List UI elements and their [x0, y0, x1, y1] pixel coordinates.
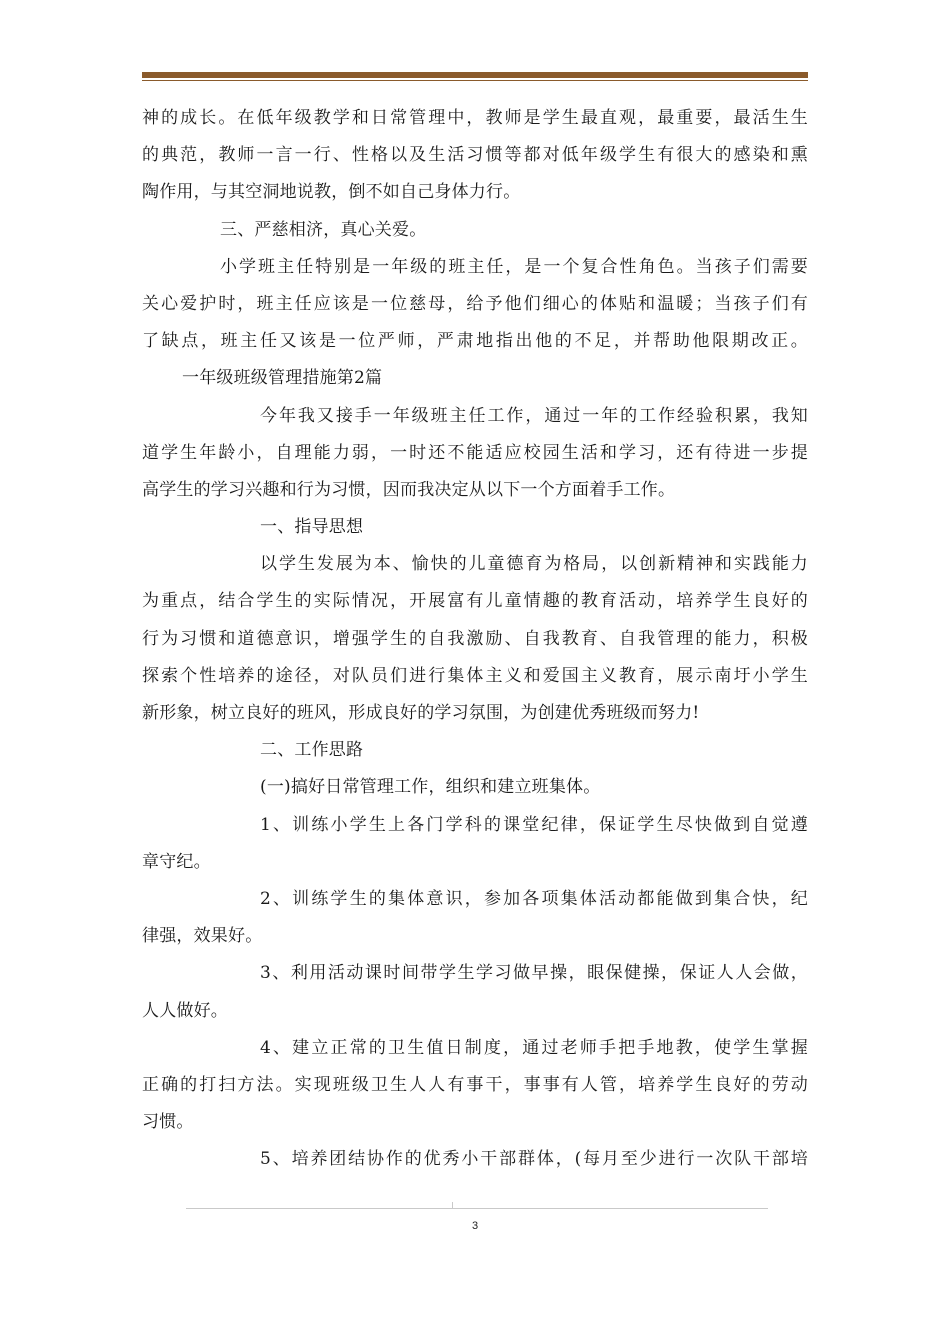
text-line: 小学班主任特别是一年级的班主任，是一个复合性角色。当孩子们需要 [220, 256, 808, 277]
text-line: 1、训练小学生上各门学科的课堂纪律，保证学生尽快做到自觉遵 [260, 814, 808, 835]
text-line: 神的成长。在低年级教学和日常管理中，教师是学生最直观，最重要，最活生生 [142, 108, 808, 128]
text-line: 关心爱护时，班主任应该是一位慈母，给予他们细心的体贴和温暖；当孩子们有 [142, 293, 808, 314]
text-line: 道学生年龄小，自理能力弱，一时还不能适应校园生活和学习，还有待进一步提 [142, 442, 808, 463]
text-line: 正确的打扫方法。实现班级卫生人人有事干，事事有人管，培养学生良好的劳动 [142, 1074, 808, 1095]
text-line: 律强，效果好。 [142, 926, 263, 947]
text-line: 5、培养团结协作的优秀小干部群体，(每月至少进行一次队干部培 [260, 1149, 808, 1170]
text-line: 了缺点，班主任又该是一位严师，严肃地指出他的不足，并帮助他限期改正。 [142, 331, 808, 352]
text-line: 为重点，结合学生的实际情况，开展富有儿童情趣的教育活动，培养学生良好的 [142, 591, 808, 612]
text-line: 章守纪。 [142, 851, 211, 872]
text-line: 人人做好。 [142, 1000, 228, 1021]
text-line: 高学生的学习兴趣和行为习惯，因而我决定从以下一个方面着手工作。 [142, 479, 676, 500]
document-body [142, 100, 808, 1178]
text-line: 2、训练学生的集体意识，参加各项集体活动都能做到集合快，纪 [260, 888, 808, 909]
text-line: 三、严慈相济，真心关爱。 [220, 219, 427, 240]
text-line: 3、利用活动课时间带学生学习做早操，眼保健操，保证人人会做， [260, 963, 808, 984]
text-line: 习惯。 [142, 1112, 194, 1133]
text-line: 4、建立正常的卫生值日制度，通过老师手把手地教，使学生掌握 [260, 1037, 808, 1058]
header-rule-thick [142, 72, 808, 78]
text-line: 行为习惯和道德意识，增强学生的自我激励、自我教育、自我管理的能力，积极 [142, 628, 808, 649]
footer-rule-tick [452, 1202, 453, 1209]
header-rule-thin [142, 80, 808, 81]
text-line: 二、工作思路 [260, 740, 364, 761]
page-number: 3 [471, 1220, 479, 1232]
text-line: 一、指导思想 [260, 517, 364, 538]
text-line: 的典范，教师一言一行、性格以及生活习惯等都对低年级学生有很大的感染和熏 [142, 145, 808, 166]
text-line: 一年级班级管理措施第2篇 [182, 368, 383, 389]
text-line: 以学生发展为本、愉快的儿童德育为格局，以创新精神和实践能力 [260, 554, 808, 575]
text-line: 今年我又接手一年级班主任工作，通过一年的工作经验积累，我知 [260, 405, 808, 426]
text-line: (一)搞好日常管理工作，组织和建立班集体。 [260, 777, 601, 798]
text-line: 陶作用，与其空洞地说教，倒不如自己身体力行。 [142, 182, 521, 203]
text-line: 新形象，树立良好的班风，形成良好的学习氛围，为创建优秀班级而努力! [142, 703, 700, 723]
footer-rule [186, 1208, 768, 1209]
text-line: 探索个性培养的途径，对队员们进行集体主义和爱国主义教育，展示南圩小学生 [142, 665, 808, 686]
